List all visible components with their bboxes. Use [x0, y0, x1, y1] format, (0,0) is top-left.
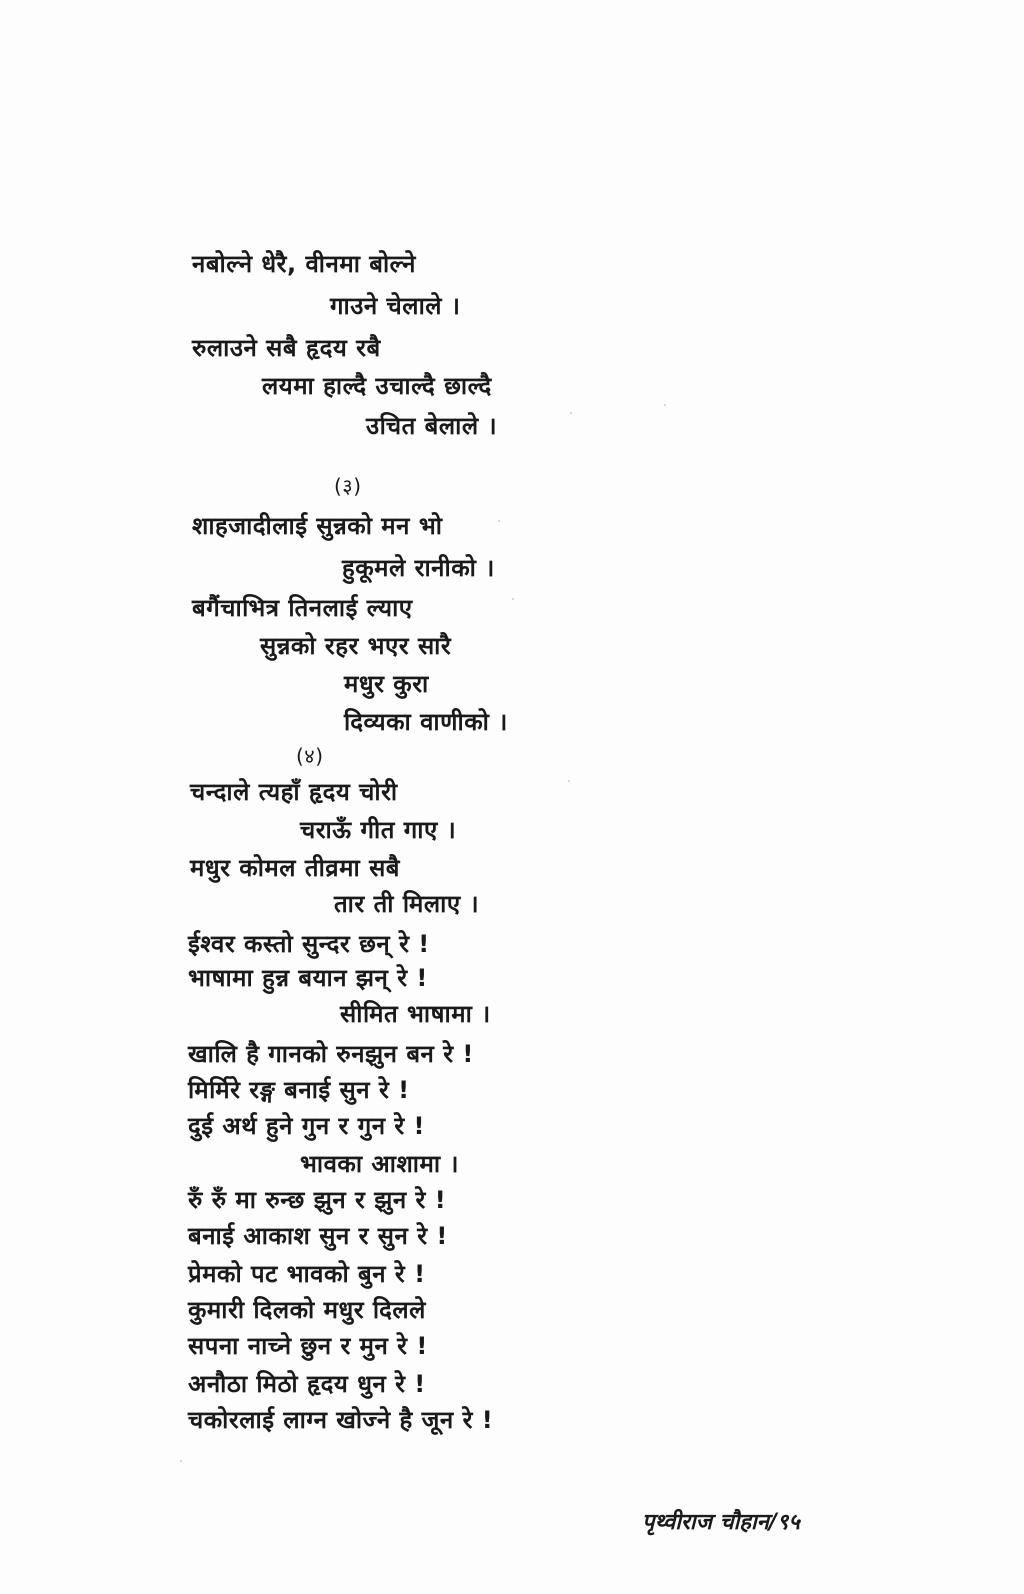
poem-line: सपना नाच्ने छुन र मुन रे ! — [188, 1332, 428, 1360]
poem-line: रुँ रुँ मा रुन्छ झुन र झुन रे ! — [188, 1186, 447, 1214]
poem-line: गाउने चेलाले । — [330, 292, 461, 320]
poem-line: शाहजादीलाई सुन्नको मन भो — [192, 512, 443, 540]
poem-line: सीमित भाषामा । — [340, 1000, 491, 1028]
poem-line: भाषामा हुन्न बयान झन् रे ! — [188, 964, 428, 992]
poem-line: हुकूमले रानीको । — [342, 554, 495, 582]
poem-line: रुलाउने सबै हृदय रबै — [192, 334, 381, 362]
poem-line: चराऊँ गीत गाए । — [300, 816, 457, 844]
poem-line: बनाई आकाश सुन र सुन रे ! — [188, 1222, 448, 1250]
poem-line: उचित बेलाले । — [366, 412, 498, 440]
scan-speck — [498, 520, 500, 522]
poem-line: खालि है गानको रुनझुन बन रे ! — [188, 1040, 474, 1068]
scan-speck — [180, 1460, 182, 1462]
poem-line: कुमारी दिलको मधुर दिलले — [188, 1296, 426, 1324]
poem-line: मिर्मिरे रङ्ग बनाई सुन रे ! — [188, 1076, 410, 1104]
poem-line: बगैंचाभित्र तिनलाई ल्याए — [192, 594, 413, 622]
poem-line: मधुर कुरा — [344, 670, 429, 698]
poem-line: सुन्नको रहर भएर सारै — [260, 632, 452, 660]
scan-speck — [568, 780, 570, 782]
scan-speck — [570, 412, 572, 414]
poem-line: भावका आशामा । — [300, 1150, 460, 1178]
stanza-number: (४) — [296, 744, 324, 768]
poem-line: लयमा हाल्दै उचाल्दै छाल्दै — [262, 372, 492, 400]
scan-speck — [664, 404, 666, 406]
poem-line: ईश्वर कस्तो सुन्दर छन् रे ! — [188, 930, 430, 958]
poem-line: चन्दाले त्यहाँ हृदय चोरी — [190, 778, 398, 806]
poem-line: प्रेमको पट भावको बुन रे ! — [188, 1260, 426, 1288]
scan-speck — [512, 598, 514, 600]
poem-line: अनौठा मिठो हृदय धुन रे ! — [188, 1370, 426, 1398]
poem-line: तार ती मिलाए । — [334, 890, 480, 918]
stanza-number: (३) — [334, 474, 362, 498]
poem-line: मधुर कोमल तीव्रमा सबै — [190, 854, 401, 882]
poem-line: दिव्यका वाणीको । — [344, 708, 508, 736]
poem-line: नबोल्ने धेरै, वीनमा बोल्ने — [192, 250, 417, 278]
poem-line: दुई अर्थ हुने गुन र गुन रे ! — [188, 1112, 425, 1140]
running-footer: पृथ्वीराज चौहान/९५ — [642, 1510, 800, 1535]
poem-line: चकोरलाई लाग्न खोज्ने है जून रे ! — [188, 1406, 494, 1434]
